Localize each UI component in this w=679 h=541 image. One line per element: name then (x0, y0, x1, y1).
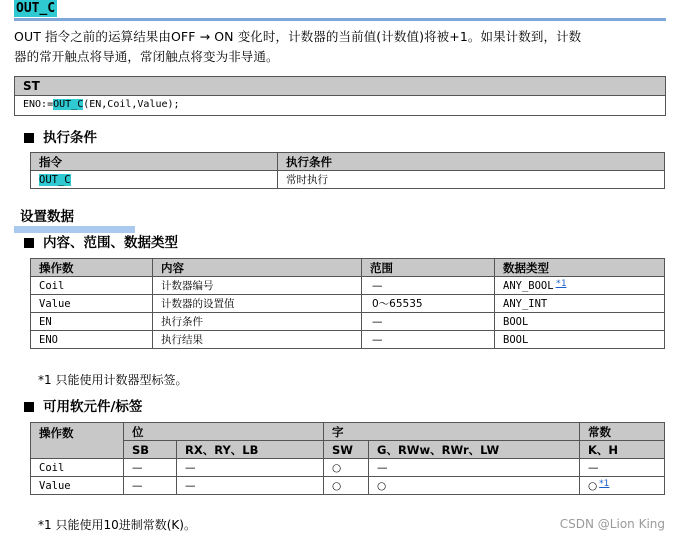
exec-table (30, 152, 665, 189)
footnote-link[interactable]: *1 (599, 479, 610, 489)
type-cell: ANY_BOOL *1 (495, 277, 665, 295)
square-bullet-icon (24, 402, 34, 412)
operand-cell: Value (31, 295, 153, 313)
devices-header-const: 常数 (580, 423, 665, 441)
range-cell: — (362, 277, 495, 295)
range-cell: 0～65535 (362, 295, 495, 313)
operand-cell: Coil (31, 277, 153, 295)
content-header: 范围 (362, 259, 495, 277)
st-func: OUT_C (53, 99, 84, 110)
exec-instruction: OUT_C (31, 171, 278, 189)
content-cell: 执行条件 (153, 313, 362, 331)
content-cell: 执行结果 (153, 331, 362, 349)
device-cell: — (177, 459, 324, 477)
table-row (31, 171, 665, 189)
devices-subheader: SW (324, 441, 369, 459)
description (14, 27, 666, 67)
footnote: *1 只能使用10进制常数(K)。 (38, 518, 196, 532)
operand-cell: Value (31, 477, 124, 495)
operand-cell: EN (31, 313, 153, 331)
st-code (15, 96, 665, 114)
watermark: CSDN @Lion King (559, 517, 665, 531)
devices-header-operand: 操作数 (31, 423, 124, 459)
footnote: *1 只能使用计数器型标签。 (38, 373, 188, 387)
type-cell: BOOL (495, 313, 665, 331)
range-cell: — (362, 331, 495, 349)
table-row (31, 277, 665, 295)
table-row (31, 477, 665, 495)
st-args: (EN,Coil,Value); (83, 99, 180, 110)
device-cell: — (124, 477, 177, 495)
content-table (30, 258, 665, 349)
page-title: OUT_C (16, 1, 56, 16)
devices-subheader: RX、RY、LB (177, 441, 324, 459)
section-heading-exec: 执行条件 (24, 129, 97, 147)
table-row (31, 459, 665, 477)
device-cell: — (177, 477, 324, 495)
exec-header: 指令 (31, 153, 278, 171)
square-bullet-icon (24, 133, 34, 143)
st-prefix: ENO:= (23, 99, 54, 110)
exec-condition: 常时执行 (278, 171, 665, 189)
section-heading-content: 内容、范围、数据类型 (24, 234, 178, 252)
st-box (14, 76, 666, 116)
exec-header: 执行条件 (278, 153, 665, 171)
device-cell: — (369, 459, 580, 477)
type-cell: BOOL (495, 331, 665, 349)
content-cell: 计数器的设置值 (153, 295, 362, 313)
st-header: ST (15, 77, 665, 96)
title-bar (14, 0, 666, 21)
content-cell: 计数器编号 (153, 277, 362, 295)
square-bullet-icon (24, 238, 34, 248)
device-cell: ○ (324, 477, 369, 495)
table-row (31, 313, 665, 331)
operand-cell: Coil (31, 459, 124, 477)
section-heading-devices: 可用软元件/标签 (24, 398, 142, 416)
devices-subheader: SB (124, 441, 177, 459)
devices-table (30, 422, 665, 495)
operand-cell: ENO (31, 331, 153, 349)
devices-header-bit: 位 (124, 423, 324, 441)
footnote-link[interactable]: *1 (555, 279, 567, 289)
device-cell: — (124, 459, 177, 477)
content-header: 操作数 (31, 259, 153, 277)
devices-header-word: 字 (324, 423, 580, 441)
devices-subheader: G、RWw、RWr、LW (369, 441, 580, 459)
device-cell: ○ (324, 459, 369, 477)
table-row (31, 331, 665, 349)
devices-subheader: K、H (580, 441, 665, 459)
description-line: OUT 指令之前的运算结果由OFF → ON 变化时，计数器的当前值(计数值)将被+1。如果计数到，计数 (14, 29, 582, 44)
description-line: 器的常开触点将导通，常闭触点将变为非导通。 (14, 49, 279, 64)
device-cell: ○ *1 (580, 477, 665, 495)
type-cell: ANY_INT (495, 295, 665, 313)
content-header: 数据类型 (495, 259, 665, 277)
table-row (31, 295, 665, 313)
device-cell: ○ (369, 477, 580, 495)
range-cell: — (362, 313, 495, 331)
device-cell: — (580, 459, 665, 477)
settings-label: 设置数据 (14, 208, 135, 233)
content-header: 内容 (153, 259, 362, 277)
